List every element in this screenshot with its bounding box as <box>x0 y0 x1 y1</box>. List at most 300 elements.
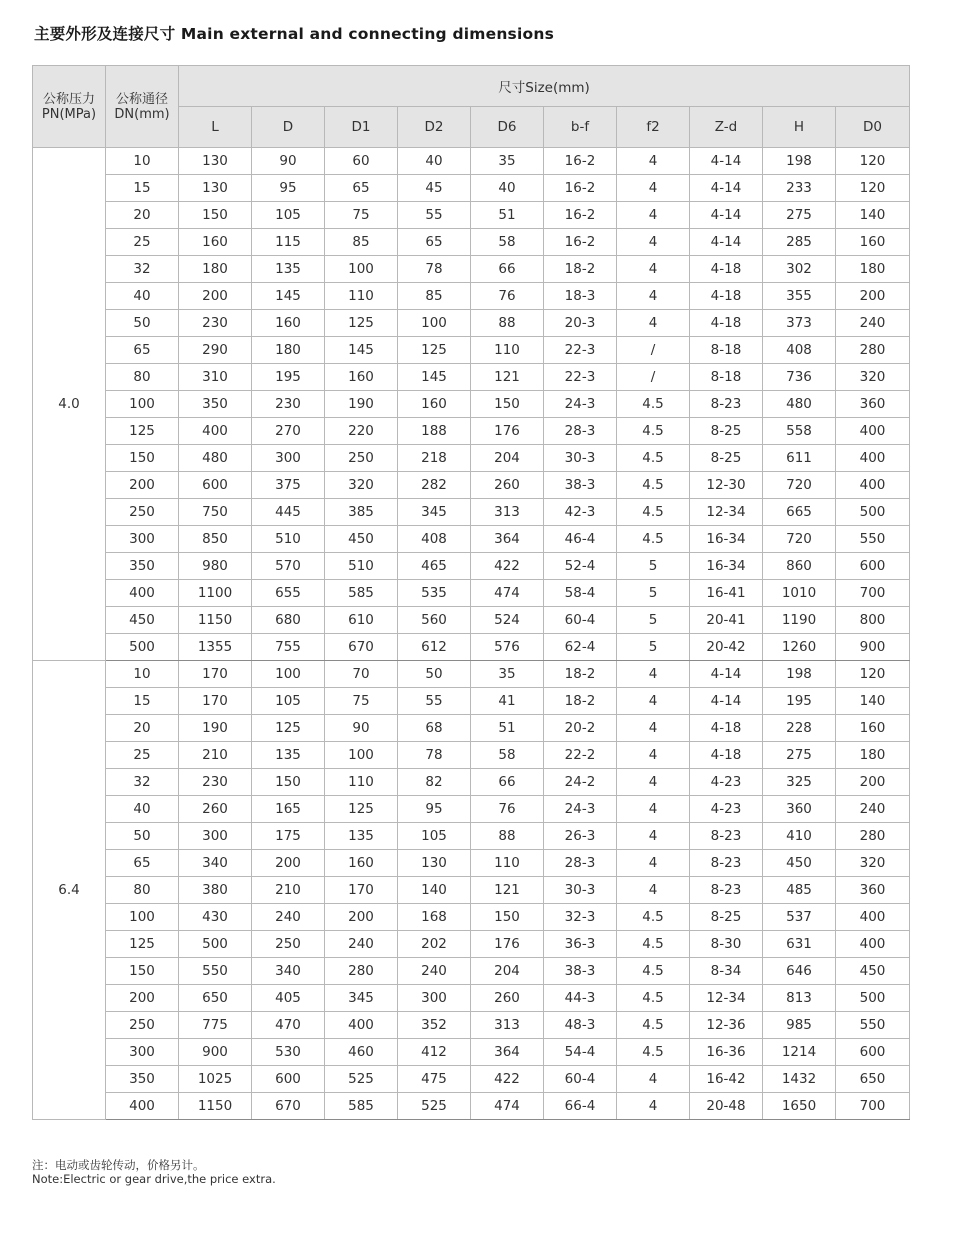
table-cell: 460 <box>325 1039 398 1066</box>
dn-cell: 20 <box>106 202 179 229</box>
table-cell: 175 <box>252 823 325 850</box>
table-cell: 611 <box>763 445 836 472</box>
table-cell: 150 <box>471 904 544 931</box>
table-cell: 200 <box>325 904 398 931</box>
table-cell: 4 <box>617 310 690 337</box>
table-cell: 4 <box>617 256 690 283</box>
table-cell: 38-3 <box>544 472 617 499</box>
table-cell: 450 <box>836 958 910 985</box>
table-cell: 8-18 <box>690 337 763 364</box>
table-cell: 585 <box>325 1093 398 1120</box>
table-cell: 110 <box>325 283 398 310</box>
table-cell: 510 <box>325 553 398 580</box>
table-cell: 400 <box>836 472 910 499</box>
table-cell: 4-18 <box>690 283 763 310</box>
table-cell: 190 <box>179 715 252 742</box>
table-cell: 485 <box>763 877 836 904</box>
table-cell: 5 <box>617 580 690 607</box>
table-cell: 320 <box>836 364 910 391</box>
dn-cell: 125 <box>106 931 179 958</box>
table-cell: 1650 <box>763 1093 836 1120</box>
table-cell: 360 <box>763 796 836 823</box>
table-cell: 4.5 <box>617 472 690 499</box>
table-cell: 62-4 <box>544 634 617 661</box>
table-cell: 525 <box>325 1066 398 1093</box>
table-cell: 16-2 <box>544 229 617 256</box>
table-cell: 4 <box>617 661 690 688</box>
table-cell: 120 <box>836 661 910 688</box>
table-cell: 4 <box>617 1066 690 1093</box>
table-cell: 275 <box>763 202 836 229</box>
dn-cell: 500 <box>106 634 179 661</box>
table-cell: 125 <box>252 715 325 742</box>
table-row <box>33 256 910 283</box>
table-cell: 670 <box>252 1093 325 1120</box>
table-cell: 900 <box>179 1039 252 1066</box>
table-cell: 150 <box>179 202 252 229</box>
table-cell: 550 <box>836 526 910 553</box>
table-cell: 75 <box>325 202 398 229</box>
table-cell: 408 <box>763 337 836 364</box>
table-cell: 285 <box>763 229 836 256</box>
table-cell: 4.5 <box>617 499 690 526</box>
table-row <box>33 553 910 580</box>
table-row <box>33 526 910 553</box>
dn-cell: 40 <box>106 796 179 823</box>
table-cell: 60-4 <box>544 1066 617 1093</box>
table-row <box>33 499 910 526</box>
table-cell: 240 <box>836 796 910 823</box>
table-cell: 22-2 <box>544 742 617 769</box>
table-cell: 40 <box>398 148 471 175</box>
dn-cell: 400 <box>106 580 179 607</box>
table-cell: 4.5 <box>617 931 690 958</box>
dn-cell: 65 <box>106 850 179 877</box>
table-cell: 125 <box>325 796 398 823</box>
table-row <box>33 148 910 175</box>
table-cell: 500 <box>836 499 910 526</box>
table-cell: 168 <box>398 904 471 931</box>
table-cell: 24-3 <box>544 391 617 418</box>
table-row <box>33 337 910 364</box>
table-cell: 270 <box>252 418 325 445</box>
table-cell: 465 <box>398 553 471 580</box>
column-header: D1 <box>325 107 398 148</box>
table-cell: 400 <box>836 904 910 931</box>
table-cell: 140 <box>836 202 910 229</box>
dn-cell: 32 <box>106 256 179 283</box>
table-cell: 480 <box>179 445 252 472</box>
table-cell: 130 <box>398 850 471 877</box>
table-cell: 530 <box>252 1039 325 1066</box>
pressure-cell: 6.4 <box>33 661 106 1120</box>
column-header: D6 <box>471 107 544 148</box>
table-cell: 150 <box>471 391 544 418</box>
table-cell: 576 <box>471 634 544 661</box>
table-cell: 42-3 <box>544 499 617 526</box>
table-cell: 200 <box>252 850 325 877</box>
table-cell: 180 <box>252 337 325 364</box>
table-cell: 1010 <box>763 580 836 607</box>
table-cell: 4 <box>617 202 690 229</box>
table-cell: 120 <box>836 175 910 202</box>
table-cell: 35 <box>471 661 544 688</box>
table-cell: 4-14 <box>690 148 763 175</box>
table-cell: 400 <box>179 418 252 445</box>
table-cell: 550 <box>179 958 252 985</box>
table-cell: 480 <box>763 391 836 418</box>
table-cell: 60 <box>325 148 398 175</box>
table-row <box>33 283 910 310</box>
table-cell: 800 <box>836 607 910 634</box>
table-cell: 4 <box>617 229 690 256</box>
dn-cell: 15 <box>106 175 179 202</box>
table-cell: 4 <box>617 823 690 850</box>
table-cell: 176 <box>471 418 544 445</box>
table-row <box>33 607 910 634</box>
table-cell: 190 <box>325 391 398 418</box>
table-cell: 51 <box>471 715 544 742</box>
table-cell: 210 <box>252 877 325 904</box>
table-cell: 250 <box>252 931 325 958</box>
table-row <box>33 661 910 688</box>
table-cell: 30-3 <box>544 877 617 904</box>
table-cell: 510 <box>252 526 325 553</box>
table-cell: 4-18 <box>690 715 763 742</box>
dn-header-en: DN(mm) <box>114 106 170 122</box>
table-cell: 20-2 <box>544 715 617 742</box>
table-cell: 385 <box>325 499 398 526</box>
table-cell: 4-18 <box>690 310 763 337</box>
table-cell: 250 <box>325 445 398 472</box>
table-cell: 1214 <box>763 1039 836 1066</box>
table-cell: 195 <box>252 364 325 391</box>
table-cell: 230 <box>252 391 325 418</box>
table-cell: 100 <box>325 742 398 769</box>
pn-header-cn: 公称压力 <box>42 91 95 107</box>
table-cell: 150 <box>252 769 325 796</box>
table-cell: 340 <box>179 850 252 877</box>
dn-cell: 200 <box>106 472 179 499</box>
table-cell: 680 <box>252 607 325 634</box>
column-header: D <box>252 107 325 148</box>
column-header: b-f <box>544 107 617 148</box>
table-row <box>33 418 910 445</box>
table-cell: 4-23 <box>690 769 763 796</box>
table-row <box>33 877 910 904</box>
table-cell: 4.5 <box>617 445 690 472</box>
table-cell: 380 <box>179 877 252 904</box>
table-cell: 160 <box>836 715 910 742</box>
table-cell: 775 <box>179 1012 252 1039</box>
dn-cell: 25 <box>106 742 179 769</box>
table-cell: 4 <box>617 688 690 715</box>
table-cell: 100 <box>398 310 471 337</box>
table-cell: 646 <box>763 958 836 985</box>
table-cell: 110 <box>325 769 398 796</box>
table-cell: 4-14 <box>690 202 763 229</box>
table-cell: 35 <box>471 148 544 175</box>
table-cell: 135 <box>325 823 398 850</box>
pressure-cell: 4.0 <box>33 148 106 661</box>
table-cell: 95 <box>252 175 325 202</box>
table-cell: 313 <box>471 1012 544 1039</box>
table-cell: 474 <box>471 580 544 607</box>
table-cell: 600 <box>836 1039 910 1066</box>
table-cell: 78 <box>398 256 471 283</box>
table-cell: 130 <box>179 175 252 202</box>
table-cell: 105 <box>252 688 325 715</box>
table-cell: 121 <box>471 364 544 391</box>
table-cell: 66 <box>471 769 544 796</box>
table-cell: 28-3 <box>544 418 617 445</box>
table-cell: 900 <box>836 634 910 661</box>
table-cell: 4 <box>617 283 690 310</box>
table-cell: 352 <box>398 1012 471 1039</box>
table-cell: 325 <box>763 769 836 796</box>
table-cell: 195 <box>763 688 836 715</box>
table-cell: 290 <box>179 337 252 364</box>
table-cell: 4-18 <box>690 742 763 769</box>
table-cell: 631 <box>763 931 836 958</box>
dn-cell: 50 <box>106 823 179 850</box>
table-cell: 813 <box>763 985 836 1012</box>
table-cell: 665 <box>763 499 836 526</box>
table-cell: 430 <box>179 904 252 931</box>
column-header: Z-d <box>690 107 763 148</box>
table-cell: 610 <box>325 607 398 634</box>
table-cell: 612 <box>398 634 471 661</box>
table-cell: 45 <box>398 175 471 202</box>
table-cell: 16-42 <box>690 1066 763 1093</box>
table-cell: 4-23 <box>690 796 763 823</box>
table-cell: 180 <box>179 256 252 283</box>
table-cell: 8-25 <box>690 418 763 445</box>
table-cell: 4.5 <box>617 526 690 553</box>
table-cell: 240 <box>836 310 910 337</box>
table-cell: 500 <box>179 931 252 958</box>
table-cell: 655 <box>252 580 325 607</box>
table-cell: 450 <box>325 526 398 553</box>
table-row <box>33 769 910 796</box>
table-cell: 8-23 <box>690 877 763 904</box>
table-cell: 135 <box>252 256 325 283</box>
pn-header-en: PN(MPa) <box>41 106 97 122</box>
column-header: L <box>179 107 252 148</box>
table-cell: 36-3 <box>544 931 617 958</box>
table-cell: 600 <box>179 472 252 499</box>
table-cell: 4-14 <box>690 175 763 202</box>
table-cell: 400 <box>325 1012 398 1039</box>
table-cell: 130 <box>179 148 252 175</box>
footnote-en: Note:Electric or gear drive,the price extra. <box>32 1172 276 1186</box>
table-cell: 300 <box>179 823 252 850</box>
dn-cell: 80 <box>106 877 179 904</box>
dn-cell: 300 <box>106 526 179 553</box>
table-cell: 280 <box>325 958 398 985</box>
table-cell: 95 <box>398 796 471 823</box>
table-row <box>33 688 910 715</box>
table-cell: 700 <box>836 1093 910 1120</box>
column-header: H <box>763 107 836 148</box>
table-cell: 204 <box>471 445 544 472</box>
table-cell: 4 <box>617 850 690 877</box>
table-cell: 145 <box>325 337 398 364</box>
table-cell: 230 <box>179 769 252 796</box>
table-cell: 22-3 <box>544 337 617 364</box>
table-cell: 8-18 <box>690 364 763 391</box>
dn-cell: 450 <box>106 607 179 634</box>
table-row <box>33 1066 910 1093</box>
table-cell: 20-41 <box>690 607 763 634</box>
table-cell: 350 <box>179 391 252 418</box>
dn-cell: 300 <box>106 1039 179 1066</box>
table-cell: 1432 <box>763 1066 836 1093</box>
table-cell: 40 <box>471 175 544 202</box>
column-header: D0 <box>836 107 910 148</box>
table-cell: 320 <box>836 850 910 877</box>
table-cell: 50 <box>398 661 471 688</box>
table-cell: 188 <box>398 418 471 445</box>
table-cell: 135 <box>252 742 325 769</box>
table-cell: 282 <box>398 472 471 499</box>
table-cell: 470 <box>252 1012 325 1039</box>
table-cell: 4 <box>617 877 690 904</box>
dn-cell: 40 <box>106 283 179 310</box>
table-cell: 300 <box>398 985 471 1012</box>
table-cell: 100 <box>325 256 398 283</box>
table-cell: 280 <box>836 337 910 364</box>
table-cell: 202 <box>398 931 471 958</box>
dn-cell: 125 <box>106 418 179 445</box>
table-cell: 85 <box>325 229 398 256</box>
table-cell: 38-3 <box>544 958 617 985</box>
table-cell: 160 <box>836 229 910 256</box>
table-cell: 360 <box>836 391 910 418</box>
table-cell: 450 <box>763 850 836 877</box>
dn-cell: 65 <box>106 337 179 364</box>
table-cell: 570 <box>252 553 325 580</box>
dn-cell: 250 <box>106 1012 179 1039</box>
table-cell: 16-36 <box>690 1039 763 1066</box>
table-cell: 24-2 <box>544 769 617 796</box>
table-row <box>33 472 910 499</box>
table-row <box>33 229 910 256</box>
table-cell: 585 <box>325 580 398 607</box>
table-row <box>33 364 910 391</box>
table-cell: 8-25 <box>690 904 763 931</box>
table-cell: 145 <box>252 283 325 310</box>
table-cell: 44-3 <box>544 985 617 1012</box>
table-cell: 4-18 <box>690 256 763 283</box>
table-cell: 105 <box>252 202 325 229</box>
table-cell: 176 <box>471 931 544 958</box>
table-cell: 650 <box>836 1066 910 1093</box>
table-cell: 16-34 <box>690 553 763 580</box>
table-cell: 220 <box>325 418 398 445</box>
table-cell: / <box>617 337 690 364</box>
table-cell: 700 <box>836 580 910 607</box>
table-cell: 422 <box>471 1066 544 1093</box>
table-cell: 475 <box>398 1066 471 1093</box>
table-cell: 1150 <box>179 1093 252 1120</box>
column-header: f2 <box>617 107 690 148</box>
table-cell: 55 <box>398 688 471 715</box>
table-cell: 20-42 <box>690 634 763 661</box>
table-cell: 198 <box>763 661 836 688</box>
dn-cell: 80 <box>106 364 179 391</box>
table-cell: 500 <box>836 985 910 1012</box>
table-cell: 85 <box>398 283 471 310</box>
table-cell: 88 <box>471 310 544 337</box>
table-row <box>33 445 910 472</box>
footnote <box>32 1158 276 1186</box>
table-cell: 4.5 <box>617 904 690 931</box>
table-cell: 16-2 <box>544 175 617 202</box>
size-group-header: 尺寸Size(mm) <box>179 66 910 107</box>
table-cell: 68 <box>398 715 471 742</box>
table-cell: 4 <box>617 715 690 742</box>
table-cell: 51 <box>471 202 544 229</box>
table-cell: 535 <box>398 580 471 607</box>
table-cell: 8-23 <box>690 850 763 877</box>
table-cell: 4.5 <box>617 1039 690 1066</box>
table-cell: 58 <box>471 229 544 256</box>
column-header: D2 <box>398 107 471 148</box>
table-cell: 210 <box>179 742 252 769</box>
table-cell: 4.5 <box>617 958 690 985</box>
table-cell: 860 <box>763 553 836 580</box>
table-cell: 405 <box>252 985 325 1012</box>
table-cell: 985 <box>763 1012 836 1039</box>
table-row <box>33 715 910 742</box>
table-cell: 4.5 <box>617 391 690 418</box>
table-cell: 240 <box>252 904 325 931</box>
table-cell: 18-2 <box>544 256 617 283</box>
table-cell: 8-30 <box>690 931 763 958</box>
table-cell: 4.5 <box>617 1012 690 1039</box>
table-cell: 375 <box>252 472 325 499</box>
table-cell: 160 <box>252 310 325 337</box>
table-cell: 4 <box>617 148 690 175</box>
table-cell: 110 <box>471 850 544 877</box>
table-cell: 5 <box>617 553 690 580</box>
table-cell: 110 <box>471 337 544 364</box>
table-cell: 145 <box>398 364 471 391</box>
table-cell: 18-3 <box>544 283 617 310</box>
table-cell: 537 <box>763 904 836 931</box>
table-cell: 4 <box>617 175 690 202</box>
table-cell: 4 <box>617 796 690 823</box>
table-row <box>33 580 910 607</box>
table-cell: 560 <box>398 607 471 634</box>
table-cell: 228 <box>763 715 836 742</box>
table-cell: 76 <box>471 283 544 310</box>
table-cell: 5 <box>617 607 690 634</box>
table-cell: 364 <box>471 526 544 553</box>
dn-cell: 10 <box>106 148 179 175</box>
table-cell: 12-30 <box>690 472 763 499</box>
table-cell: 1100 <box>179 580 252 607</box>
table-cell: 8-23 <box>690 823 763 850</box>
table-cell: 26-3 <box>544 823 617 850</box>
table-cell: 364 <box>471 1039 544 1066</box>
table-cell: 1190 <box>763 607 836 634</box>
table-cell: 320 <box>325 472 398 499</box>
footnote-cn: 注：电动或齿轮传动，价格另计。 <box>32 1158 205 1172</box>
table-cell: 260 <box>179 796 252 823</box>
dn-cell: 250 <box>106 499 179 526</box>
